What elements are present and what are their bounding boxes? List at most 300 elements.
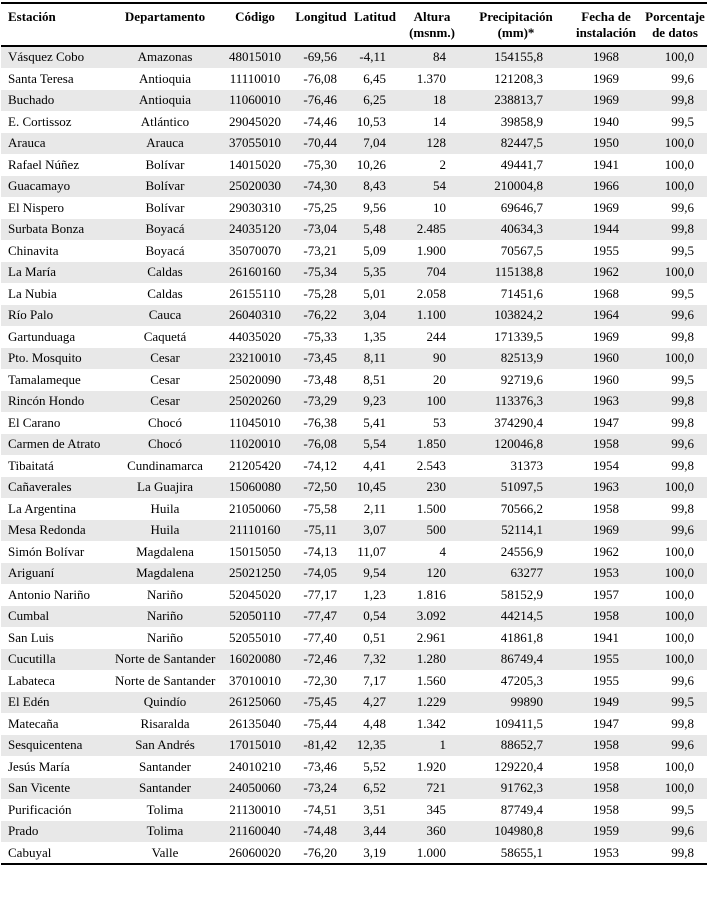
cell-latitud: 10,53 [349,111,401,133]
cell-altura: 2.485 [401,219,463,241]
cell-altura: 244 [401,326,463,348]
cell-porcentaje: 99,6 [643,520,707,542]
cell-longitud: -69,56 [293,46,349,68]
cell-departamento: Cundinamarca [113,455,217,477]
column-header-longitud-line1: Longitud [295,9,347,24]
cell-precipitacion: 58152,9 [463,584,569,606]
cell-latitud: 6,52 [349,778,401,800]
cell-precipitacion: 58655,1 [463,842,569,864]
cell-porcentaje: 100,0 [643,649,707,671]
cell-porcentaje: 99,8 [643,90,707,112]
cell-porcentaje: 100,0 [643,541,707,563]
table-row [1,477,707,499]
column-header-fecha [569,3,643,46]
cell-precipitacion: 70567,5 [463,240,569,262]
cell-codigo: 25020030 [217,176,293,198]
cell-fecha: 1958 [569,799,643,821]
cell-precipitacion: 71451,6 [463,283,569,305]
cell-porcentaje: 100,0 [643,627,707,649]
cell-latitud: 10,26 [349,154,401,176]
table-row [1,197,707,219]
cell-fecha: 1958 [569,756,643,778]
cell-longitud: -75,58 [293,498,349,520]
cell-longitud: -74,12 [293,455,349,477]
cell-fecha: 1969 [569,520,643,542]
cell-longitud: -76,22 [293,305,349,327]
cell-latitud: 2,11 [349,498,401,520]
cell-departamento: Cesar [113,391,217,413]
cell-departamento: Cauca [113,305,217,327]
cell-porcentaje: 100,0 [643,133,707,155]
cell-altura: 3.092 [401,606,463,628]
cell-precipitacion: 47205,3 [463,670,569,692]
cell-precipitacion: 121208,3 [463,68,569,90]
table-row [1,133,707,155]
cell-latitud: 5,48 [349,219,401,241]
cell-departamento: Atlántico [113,111,217,133]
cell-porcentaje: 99,5 [643,799,707,821]
cell-precipitacion: 129220,4 [463,756,569,778]
cell-latitud: 7,32 [349,649,401,671]
table-row [1,498,707,520]
cell-latitud: 4,48 [349,713,401,735]
cell-precipitacion: 40634,3 [463,219,569,241]
table-row [1,305,707,327]
cell-departamento: Magdalena [113,563,217,585]
cell-codigo: 11060010 [217,90,293,112]
cell-altura: 1.100 [401,305,463,327]
cell-precipitacion: 41861,8 [463,627,569,649]
cell-longitud: -73,45 [293,348,349,370]
cell-longitud: -76,08 [293,68,349,90]
cell-altura: 18 [401,90,463,112]
cell-fecha: 1947 [569,713,643,735]
cell-porcentaje: 99,8 [643,842,707,864]
cell-estacion: Simón Bolívar [1,541,113,563]
cell-fecha: 1958 [569,606,643,628]
cell-estacion: Guacamayo [1,176,113,198]
cell-porcentaje: 100,0 [643,154,707,176]
column-header-porcentaje-line2: de datos [652,25,698,40]
cell-codigo: 11110010 [217,68,293,90]
cell-codigo: 37010010 [217,670,293,692]
cell-porcentaje: 100,0 [643,563,707,585]
cell-departamento: Caquetá [113,326,217,348]
table-row [1,412,707,434]
cell-precipitacion: 39858,9 [463,111,569,133]
cell-codigo: 26125060 [217,692,293,714]
cell-codigo: 48015010 [217,46,293,68]
cell-codigo: 21205420 [217,455,293,477]
cell-codigo: 15015050 [217,541,293,563]
cell-latitud: 5,41 [349,412,401,434]
cell-precipitacion: 31373 [463,455,569,477]
cell-altura: 1.342 [401,713,463,735]
cell-codigo: 29045020 [217,111,293,133]
cell-codigo: 26060020 [217,842,293,864]
cell-departamento: Amazonas [113,46,217,68]
cell-departamento: Caldas [113,283,217,305]
column-header-altura-line2: (msnm.) [409,25,455,40]
cell-estacion: La Argentina [1,498,113,520]
cell-codigo: 25021250 [217,563,293,585]
cell-estacion: Carmen de Atrato [1,434,113,456]
cell-estacion: El Nispero [1,197,113,219]
cell-fecha: 1960 [569,348,643,370]
cell-longitud: -73,46 [293,756,349,778]
cell-departamento: Chocó [113,434,217,456]
cell-altura: 10 [401,197,463,219]
cell-longitud: -77,17 [293,584,349,606]
cell-latitud: 3,19 [349,842,401,864]
cell-departamento: Huila [113,520,217,542]
cell-altura: 230 [401,477,463,499]
cell-altura: 100 [401,391,463,413]
cell-precipitacion: 171339,5 [463,326,569,348]
table-body [1,46,707,864]
cell-porcentaje: 100,0 [643,477,707,499]
cell-codigo: 52055010 [217,627,293,649]
cell-departamento: Nariño [113,627,217,649]
cell-codigo: 16020080 [217,649,293,671]
cell-codigo: 26160160 [217,262,293,284]
cell-codigo: 37055010 [217,133,293,155]
cell-fecha: 1955 [569,240,643,262]
cell-precipitacion: 154155,8 [463,46,569,68]
table-row [1,369,707,391]
cell-estacion: Surbata Bonza [1,219,113,241]
cell-porcentaje: 99,6 [643,821,707,843]
cell-porcentaje: 100,0 [643,778,707,800]
table-row [1,90,707,112]
cell-longitud: -76,20 [293,842,349,864]
column-header-altura [401,3,463,46]
cell-codigo: 21050060 [217,498,293,520]
cell-porcentaje: 100,0 [643,348,707,370]
cell-precipitacion: 109411,5 [463,713,569,735]
cell-codigo: 44035020 [217,326,293,348]
cell-departamento: Norte de Santander [113,670,217,692]
table-row [1,541,707,563]
cell-fecha: 1969 [569,197,643,219]
table-row [1,219,707,241]
column-header-precipitacion-line1: Precipitación [479,9,553,24]
cell-fecha: 1954 [569,455,643,477]
cell-precipitacion: 92719,6 [463,369,569,391]
cell-porcentaje: 99,5 [643,283,707,305]
cell-longitud: -74,51 [293,799,349,821]
cell-altura: 1.229 [401,692,463,714]
cell-altura: 84 [401,46,463,68]
cell-fecha: 1962 [569,262,643,284]
cell-estacion: Matecaña [1,713,113,735]
cell-codigo: 14015020 [217,154,293,176]
cell-precipitacion: 44214,5 [463,606,569,628]
table-row [1,778,707,800]
cell-longitud: -77,47 [293,606,349,628]
cell-porcentaje: 99,6 [643,735,707,757]
cell-departamento: Magdalena [113,541,217,563]
cell-estacion: Santa Teresa [1,68,113,90]
cell-fecha: 1953 [569,563,643,585]
cell-precipitacion: 82447,5 [463,133,569,155]
table-row [1,326,707,348]
cell-fecha: 1953 [569,842,643,864]
cell-porcentaje: 99,5 [643,692,707,714]
cell-latitud: 3,51 [349,799,401,821]
cell-estacion: Gartunduaga [1,326,113,348]
cell-latitud: 6,45 [349,68,401,90]
cell-codigo: 35070070 [217,240,293,262]
cell-altura: 20 [401,369,463,391]
table-row [1,283,707,305]
cell-latitud: 7,17 [349,670,401,692]
cell-codigo: 21130010 [217,799,293,821]
cell-porcentaje: 100,0 [643,606,707,628]
cell-fecha: 1968 [569,46,643,68]
cell-fecha: 1941 [569,627,643,649]
cell-longitud: -74,13 [293,541,349,563]
cell-longitud: -76,08 [293,434,349,456]
cell-fecha: 1947 [569,412,643,434]
cell-codigo: 25020090 [217,369,293,391]
cell-precipitacion: 115138,8 [463,262,569,284]
cell-latitud: 1,35 [349,326,401,348]
cell-latitud: 5,54 [349,434,401,456]
cell-fecha: 1958 [569,498,643,520]
cell-longitud: -75,45 [293,692,349,714]
cell-altura: 1.370 [401,68,463,90]
cell-estacion: E. Cortissoz [1,111,113,133]
column-header-porcentaje [643,3,707,46]
cell-departamento: La Guajira [113,477,217,499]
table-row [1,627,707,649]
cell-departamento: Huila [113,498,217,520]
cell-longitud: -74,46 [293,111,349,133]
cell-precipitacion: 103824,2 [463,305,569,327]
table-row [1,46,707,68]
cell-precipitacion: 82513,9 [463,348,569,370]
cell-codigo: 24035120 [217,219,293,241]
cell-precipitacion: 113376,3 [463,391,569,413]
table-row [1,176,707,198]
cell-fecha: 1958 [569,778,643,800]
cell-longitud: -75,11 [293,520,349,542]
cell-fecha: 1963 [569,477,643,499]
cell-estacion: Labateca [1,670,113,692]
column-header-precipitacion-line2: (mm)* [497,25,535,40]
cell-precipitacion: 49441,7 [463,154,569,176]
cell-altura: 1.900 [401,240,463,262]
cell-fecha: 1969 [569,90,643,112]
cell-altura: 1.560 [401,670,463,692]
cell-latitud: 9,56 [349,197,401,219]
column-header-estacion [1,3,113,46]
cell-precipitacion: 70566,2 [463,498,569,520]
cell-fecha: 1957 [569,584,643,606]
table-row [1,713,707,735]
cell-latitud: 12,35 [349,735,401,757]
cell-porcentaje: 99,6 [643,305,707,327]
cell-estacion: Rincón Hondo [1,391,113,413]
cell-longitud: -74,05 [293,563,349,585]
cell-departamento: Antioquia [113,90,217,112]
cell-codigo: 21160040 [217,821,293,843]
cell-latitud: 3,44 [349,821,401,843]
cell-altura: 128 [401,133,463,155]
table-row [1,692,707,714]
cell-latitud: 0,51 [349,627,401,649]
cell-longitud: -73,21 [293,240,349,262]
cell-latitud: 5,52 [349,756,401,778]
cell-departamento: Antioquia [113,68,217,90]
cell-altura: 4 [401,541,463,563]
cell-precipitacion: 52114,1 [463,520,569,542]
cell-departamento: Bolívar [113,197,217,219]
cell-porcentaje: 99,8 [643,326,707,348]
cell-estacion: Prado [1,821,113,843]
cell-precipitacion: 374290,4 [463,412,569,434]
cell-latitud: 4,27 [349,692,401,714]
cell-latitud: -4,11 [349,46,401,68]
cell-codigo: 15060080 [217,477,293,499]
cell-estacion: Chinavita [1,240,113,262]
cell-estacion: Antonio Nariño [1,584,113,606]
cell-altura: 1.500 [401,498,463,520]
cell-departamento: Tolima [113,799,217,821]
cell-estacion: Rafael Núñez [1,154,113,176]
cell-estacion: Ariguaní [1,563,113,585]
cell-porcentaje: 99,6 [643,434,707,456]
cell-longitud: -75,25 [293,197,349,219]
cell-altura: 1 [401,735,463,757]
table-row [1,563,707,585]
cell-altura: 500 [401,520,463,542]
cell-latitud: 4,41 [349,455,401,477]
cell-codigo: 29030310 [217,197,293,219]
cell-precipitacion: 104980,8 [463,821,569,843]
cell-porcentaje: 99,5 [643,111,707,133]
table-row [1,606,707,628]
cell-latitud: 9,54 [349,563,401,585]
header-row [1,3,707,46]
cell-altura: 14 [401,111,463,133]
cell-longitud: -75,44 [293,713,349,735]
cell-estacion: Tibaitatá [1,455,113,477]
cell-fecha: 1959 [569,821,643,843]
cell-latitud: 1,23 [349,584,401,606]
cell-altura: 2.058 [401,283,463,305]
cell-estacion: San Vicente [1,778,113,800]
cell-latitud: 9,23 [349,391,401,413]
cell-codigo: 52045020 [217,584,293,606]
column-header-codigo [217,3,293,46]
cell-precipitacion: 238813,7 [463,90,569,112]
cell-fecha: 1950 [569,133,643,155]
cell-altura: 54 [401,176,463,198]
cell-porcentaje: 100,0 [643,756,707,778]
cell-departamento: San Andrés [113,735,217,757]
cell-codigo: 52050110 [217,606,293,628]
table-row [1,348,707,370]
table-row [1,391,707,413]
cell-codigo: 24010210 [217,756,293,778]
cell-departamento: Cesar [113,348,217,370]
cell-porcentaje: 100,0 [643,584,707,606]
cell-latitud: 10,45 [349,477,401,499]
cell-altura: 2 [401,154,463,176]
cell-longitud: -72,50 [293,477,349,499]
cell-codigo: 23210010 [217,348,293,370]
column-header-latitud [349,3,401,46]
table-row [1,68,707,90]
column-header-longitud [293,3,349,46]
column-header-latitud-line1: Latitud [354,9,396,24]
cell-porcentaje: 99,8 [643,498,707,520]
cell-estacion: San Luis [1,627,113,649]
cell-latitud: 7,04 [349,133,401,155]
cell-departamento: Bolívar [113,176,217,198]
cell-porcentaje: 100,0 [643,176,707,198]
table-row [1,111,707,133]
cell-estacion: Purificación [1,799,113,821]
cell-porcentaje: 99,5 [643,240,707,262]
cell-departamento: Boyacá [113,240,217,262]
cell-altura: 721 [401,778,463,800]
cell-departamento: Cesar [113,369,217,391]
cell-estacion: El Carano [1,412,113,434]
cell-porcentaje: 99,6 [643,68,707,90]
cell-codigo: 26155110 [217,283,293,305]
cell-estacion: Buchado [1,90,113,112]
cell-porcentaje: 99,5 [643,369,707,391]
table-row [1,756,707,778]
cell-altura: 704 [401,262,463,284]
cell-codigo: 11020010 [217,434,293,456]
cell-altura: 1.280 [401,649,463,671]
cell-porcentaje: 99,6 [643,197,707,219]
cell-porcentaje: 99,8 [643,713,707,735]
cell-estacion: Tamalameque [1,369,113,391]
cell-estacion: Sesquicentena [1,735,113,757]
cell-precipitacion: 99890 [463,692,569,714]
cell-longitud: -72,30 [293,670,349,692]
cell-departamento: Arauca [113,133,217,155]
column-header-codigo-line1: Código [235,9,275,24]
cell-estacion: Jesús María [1,756,113,778]
cell-departamento: Nariño [113,584,217,606]
cell-altura: 120 [401,563,463,585]
cell-codigo: 21110160 [217,520,293,542]
table-row [1,649,707,671]
cell-precipitacion: 69646,7 [463,197,569,219]
cell-porcentaje: 99,8 [643,455,707,477]
cell-latitud: 5,01 [349,283,401,305]
column-header-departamento [113,3,217,46]
cell-departamento: Caldas [113,262,217,284]
cell-altura: 1.816 [401,584,463,606]
cell-altura: 345 [401,799,463,821]
cell-latitud: 5,09 [349,240,401,262]
cell-porcentaje: 99,8 [643,219,707,241]
cell-longitud: -72,46 [293,649,349,671]
column-header-fecha-line1: Fecha de [581,9,631,24]
cell-codigo: 24050060 [217,778,293,800]
cell-fecha: 1955 [569,649,643,671]
cell-estacion: Cañaverales [1,477,113,499]
cell-porcentaje: 100,0 [643,46,707,68]
cell-longitud: -73,04 [293,219,349,241]
